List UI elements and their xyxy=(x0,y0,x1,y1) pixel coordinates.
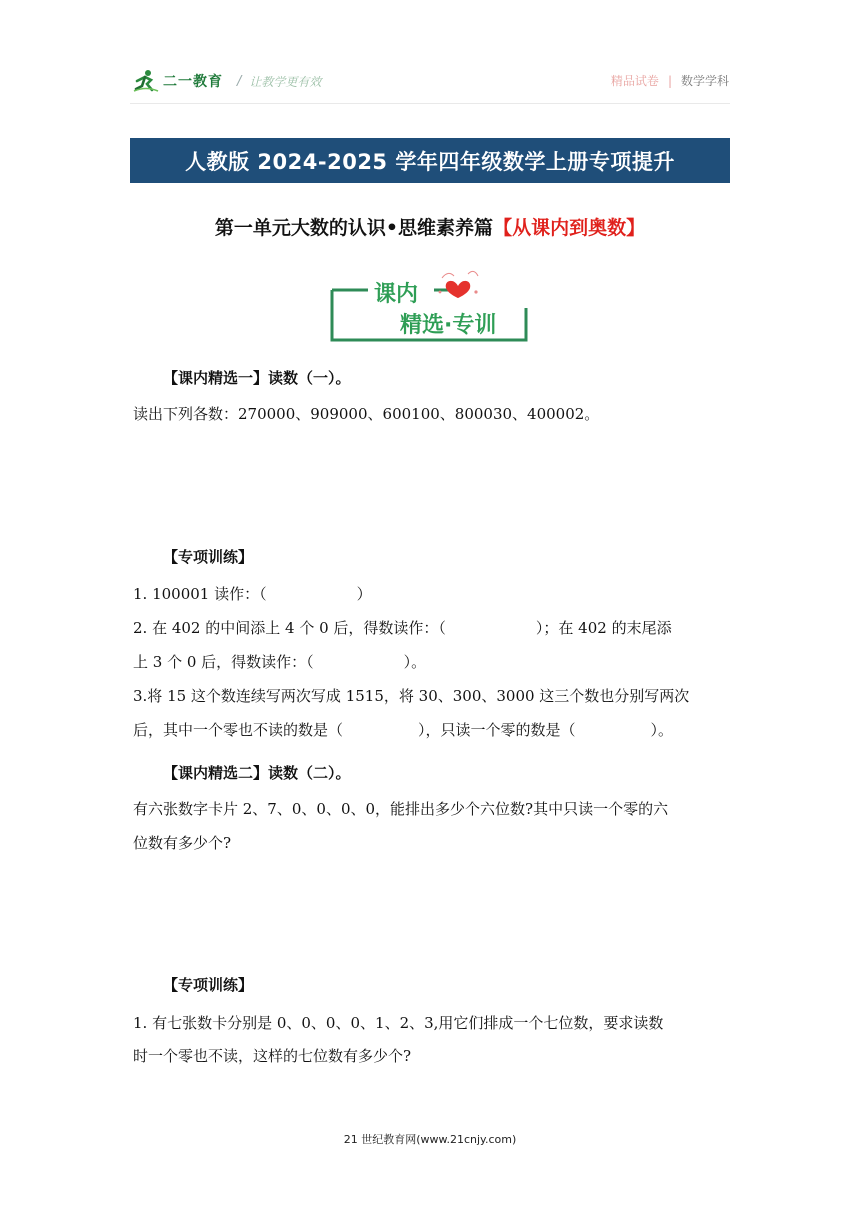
section2-heading: 【课内精选二】读数（二）。 xyxy=(163,764,351,782)
practice1-heading: 【专项训练】 xyxy=(163,548,254,566)
practice1-q2-line2: 上 3 个 0 后，得数读作：（ ）。 xyxy=(133,653,427,671)
practice2-line1: 1. 有七张数卡分别是 0、0、0、0、1、2、3,用它们排成一个七位数，要求读数 xyxy=(133,1014,664,1032)
header-separator: | xyxy=(667,73,672,88)
section1-heading: 【课内精选一】读数（一）。 xyxy=(163,369,351,387)
section-badge xyxy=(330,264,530,344)
section2-line1: 有六张数字卡片 2、7、0、0、0、0，能排出多少个六位数?其中只读一个零的六 xyxy=(133,800,669,818)
section2-line2: 位数有多少个? xyxy=(133,834,232,852)
header-right xyxy=(611,72,729,89)
page-footer: 21 世纪教育网(www.21cnjy.com) xyxy=(343,1133,517,1146)
logo-text: 二一教育 xyxy=(163,74,223,90)
practice1-q2-line1: 2. 在 402 的中间添上 4 个 0 后，得数读作：（ ）；在 402 的末尾添 xyxy=(133,619,672,637)
header-logo xyxy=(133,68,321,94)
section1-text: 读出下列各数：270000、909000、600100、800030、400002。 xyxy=(133,405,600,423)
subtitle-highlight: 【从课内到奥数】 xyxy=(493,217,646,239)
logo-slash: / xyxy=(237,73,242,89)
header-tag-subject: 数学学科 xyxy=(680,74,729,88)
practice2-heading: 【专项训练】 xyxy=(163,976,254,994)
badge-line1: 课内 xyxy=(374,282,419,307)
header-divider xyxy=(130,103,730,104)
page-title: 人教版 2024-2025 学年四年级数学上册专项提升 xyxy=(130,138,730,183)
header-tag-exam: 精品试卷 xyxy=(610,74,659,88)
runner-logo-icon xyxy=(133,69,159,93)
logo-slogan: 让教学更有效 xyxy=(249,74,322,89)
subtitle-main: 第一单元大数的认识•思维素养篇 xyxy=(214,217,494,239)
badge-line2: 精选·专训 xyxy=(400,313,497,338)
practice1-q3-line2: 后，其中一个零也不读的数是（ ），只读一个零的数是（ ）。 xyxy=(133,721,674,739)
heart-icon xyxy=(439,271,478,298)
page-subtitle xyxy=(0,213,860,240)
practice1-q3-line1: 3.将 15 这个数连续写两次写成 1515，将 30、300、3000 这三个数也分别写两次 xyxy=(133,687,690,705)
practice2-line2: 时一个零也不读，这样的七位数有多少个? xyxy=(133,1047,412,1065)
practice1-q1: 1. 100001 读作：（ ） xyxy=(133,585,372,603)
